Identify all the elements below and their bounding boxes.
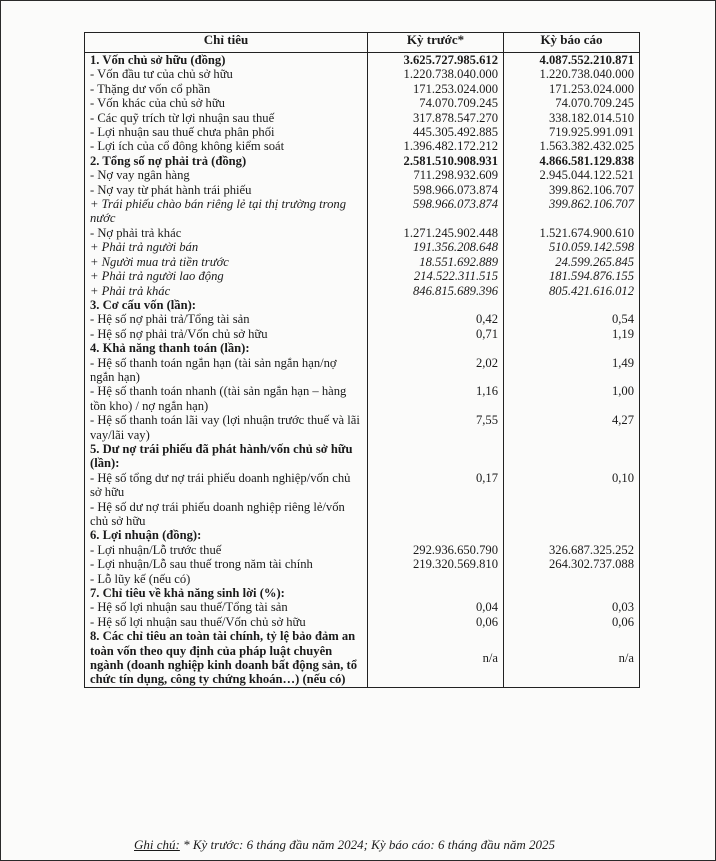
header-indicator: Chỉ tiêu (85, 33, 368, 53)
previous-period-cell: 3.625.727.985.612 (368, 53, 504, 68)
indicator-cell: 2. Tổng số nợ phải trả (đồng) (85, 154, 368, 168)
indicator-cell: - Hệ số lợi nhuận sau thuế/Vốn chủ sở hữu (85, 615, 368, 629)
indicator-cell: 7. Chỉ tiêu về khả năng sinh lời (%): (85, 586, 368, 600)
previous-period-cell: 598.966.073.874 (368, 183, 504, 197)
previous-period-cell: 2,02 (368, 356, 504, 385)
table-row (85, 96, 640, 110)
table-row (85, 356, 640, 385)
indicator-cell: - Vốn đầu tư của chủ sở hữu (85, 67, 368, 81)
table-row (85, 53, 640, 68)
indicator-cell: - Hệ số thanh toán nhanh ((tài sản ngắn hạn – hàng tồn kho) / nợ ngắn hạn) (85, 384, 368, 413)
table-row (85, 572, 640, 586)
table-header-row (85, 33, 640, 53)
previous-period-cell (368, 528, 504, 542)
reporting-period-cell: 0,10 (504, 471, 640, 500)
financial-indicators-table (84, 32, 640, 688)
reporting-period-cell: n/a (504, 629, 640, 687)
header-previous-period: Kỳ trước* (368, 33, 504, 53)
previous-period-cell: 171.253.024.000 (368, 82, 504, 96)
previous-period-cell: 0,71 (368, 327, 504, 341)
table-row (85, 82, 640, 96)
reporting-period-cell: 0,06 (504, 615, 640, 629)
reporting-period-cell: 24.599.265.845 (504, 255, 640, 269)
indicator-cell: 8. Các chỉ tiêu an toàn tài chính, tỷ lệ bảo đảm an toàn vốn theo quy định của pháp luật chuyên ngành (doanh nghiệp kinh doanh bất động sản, tổ chức tín dụng, công ty chứng khoán…) (nếu có) (85, 629, 368, 687)
table-row (85, 67, 640, 81)
reporting-period-cell: 0,03 (504, 600, 640, 614)
previous-period-cell: 0,06 (368, 615, 504, 629)
footnote (134, 837, 555, 853)
previous-period-cell: 317.878.547.270 (368, 111, 504, 125)
previous-period-cell: 711.298.932.609 (368, 168, 504, 182)
reporting-period-cell (504, 341, 640, 355)
previous-period-cell: 214.522.311.515 (368, 269, 504, 283)
previous-period-cell: 7,55 (368, 413, 504, 442)
reporting-period-cell: 171.253.024.000 (504, 82, 640, 96)
table-row (85, 139, 640, 153)
reporting-period-cell: 1,19 (504, 327, 640, 341)
table-row (85, 226, 640, 240)
indicator-cell: - Hệ số tổng dư nợ trái phiếu doanh nghiệp/vốn chủ sở hữu (85, 471, 368, 500)
previous-period-cell: 74.070.709.245 (368, 96, 504, 110)
previous-period-cell (368, 298, 504, 312)
table-row (85, 442, 640, 471)
indicator-cell: - Lợi nhuận sau thuế chưa phân phối (85, 125, 368, 139)
table-row (85, 168, 640, 182)
previous-period-cell (368, 572, 504, 586)
table-row (85, 471, 640, 500)
reporting-period-cell: 719.925.991.091 (504, 125, 640, 139)
reporting-period-cell: 264.302.737.088 (504, 557, 640, 571)
previous-period-cell: 0,42 (368, 312, 504, 326)
previous-period-cell: 1,16 (368, 384, 504, 413)
reporting-period-cell: 1.521.674.900.610 (504, 226, 640, 240)
table-row (85, 557, 640, 571)
indicator-cell: 4. Khả năng thanh toán (lần): (85, 341, 368, 355)
reporting-period-cell (504, 298, 640, 312)
reporting-period-cell: 4,27 (504, 413, 640, 442)
indicator-cell: - Hệ số nợ phải trả/Tổng tài sản (85, 312, 368, 326)
table-row (85, 543, 640, 557)
previous-period-cell (368, 442, 504, 471)
indicator-cell: 5. Dư nợ trái phiếu đã phát hành/vốn chủ sở hữu (lần): (85, 442, 368, 471)
reporting-period-cell: 74.070.709.245 (504, 96, 640, 110)
reporting-period-cell (504, 586, 640, 600)
reporting-period-cell: 805.421.616.012 (504, 284, 640, 298)
reporting-period-cell: 510.059.142.598 (504, 240, 640, 254)
table-row (85, 312, 640, 326)
reporting-period-cell: 1,49 (504, 356, 640, 385)
previous-period-cell (368, 500, 504, 529)
indicator-cell: 6. Lợi nhuận (đồng): (85, 528, 368, 542)
indicator-cell: - Lợi ích của cổ đông không kiểm soát (85, 139, 368, 153)
table-row (85, 183, 640, 197)
table-row (85, 240, 640, 254)
indicator-cell: - Lỗ lũy kế (nếu có) (85, 572, 368, 586)
indicator-cell: - Nợ vay từ phát hành trái phiếu (85, 183, 368, 197)
previous-period-cell (368, 341, 504, 355)
reporting-period-cell: 2.945.044.122.521 (504, 168, 640, 182)
indicator-cell: - Hệ số lợi nhuận sau thuế/Tổng tài sản (85, 600, 368, 614)
reporting-period-cell: 1.563.382.432.025 (504, 139, 640, 153)
previous-period-cell: 445.305.492.885 (368, 125, 504, 139)
indicator-cell: - Nợ vay ngân hàng (85, 168, 368, 182)
reporting-period-cell: 399.862.106.707 (504, 183, 640, 197)
previous-period-cell: 219.320.569.810 (368, 557, 504, 571)
reporting-period-cell: 338.182.014.510 (504, 111, 640, 125)
reporting-period-cell: 4.087.552.210.871 (504, 53, 640, 68)
reporting-period-cell: 1.220.738.040.000 (504, 67, 640, 81)
previous-period-cell: 846.815.689.396 (368, 284, 504, 298)
previous-period-cell: 191.356.208.648 (368, 240, 504, 254)
table-row (85, 528, 640, 542)
indicator-cell: - Lợi nhuận/Lỗ sau thuế trong năm tài chính (85, 557, 368, 571)
table-row (85, 298, 640, 312)
indicator-cell: 1. Vốn chủ sở hữu (đồng) (85, 53, 368, 68)
table-row (85, 629, 640, 687)
previous-period-cell: 1.396.482.172.212 (368, 139, 504, 153)
reporting-period-cell: 4.866.581.129.838 (504, 154, 640, 168)
table-row (85, 413, 640, 442)
previous-period-cell: 2.581.510.908.931 (368, 154, 504, 168)
indicator-cell: - Lợi nhuận/Lỗ trước thuế (85, 543, 368, 557)
table-row (85, 125, 640, 139)
reporting-period-cell: 399.862.106.707 (504, 197, 640, 226)
previous-period-cell: 0,17 (368, 471, 504, 500)
reporting-period-cell (504, 442, 640, 471)
table-row (85, 384, 640, 413)
previous-period-cell: 292.936.650.790 (368, 543, 504, 557)
table-row (85, 111, 640, 125)
reporting-period-cell: 1,00 (504, 384, 640, 413)
table-row (85, 154, 640, 168)
indicator-cell: - Hệ số thanh toán lãi vay (lợi nhuận trước thuế và lãi vay/lãi vay) (85, 413, 368, 442)
table-row (85, 284, 640, 298)
indicator-cell: + Người mua trả tiền trước (85, 255, 368, 269)
table-row (85, 615, 640, 629)
indicator-cell: + Phải trả người bán (85, 240, 368, 254)
footnote-label: Ghi chú: (134, 837, 180, 852)
indicator-cell: + Phải trả người lao động (85, 269, 368, 283)
previous-period-cell: 1.220.738.040.000 (368, 67, 504, 81)
indicator-cell: - Thặng dư vốn cổ phần (85, 82, 368, 96)
indicator-cell: - Hệ số nợ phải trả/Vốn chủ sở hữu (85, 327, 368, 341)
indicator-cell: - Vốn khác của chủ sở hữu (85, 96, 368, 110)
previous-period-cell: 0,04 (368, 600, 504, 614)
indicator-cell: - Nợ phải trả khác (85, 226, 368, 240)
indicator-cell: + Trái phiếu chào bán riêng lẻ tại thị trường trong nước (85, 197, 368, 226)
reporting-period-cell: 0,54 (504, 312, 640, 326)
previous-period-cell: 18.551.692.889 (368, 255, 504, 269)
indicator-cell: - Hệ số dư nợ trái phiếu doanh nghiệp riêng lẻ/vốn chủ sở hữu (85, 500, 368, 529)
reporting-period-cell (504, 572, 640, 586)
reporting-period-cell (504, 500, 640, 529)
table-row (85, 341, 640, 355)
table-row (85, 600, 640, 614)
table-row (85, 500, 640, 529)
table-row (85, 197, 640, 226)
reporting-period-cell: 181.594.876.155 (504, 269, 640, 283)
table-row (85, 269, 640, 283)
indicator-cell: 3. Cơ cấu vốn (lần): (85, 298, 368, 312)
previous-period-cell (368, 586, 504, 600)
table-row (85, 327, 640, 341)
previous-period-cell: 598.966.073.874 (368, 197, 504, 226)
footnote-text: * Kỳ trước: 6 tháng đầu năm 2024; Kỳ báo cáo: 6 tháng đầu năm 2025 (179, 837, 555, 852)
table-row (85, 255, 640, 269)
indicator-cell: - Hệ số thanh toán ngắn hạn (tài sản ngắn hạn/nợ ngắn hạn) (85, 356, 368, 385)
indicator-cell: - Các quỹ trích từ lợi nhuận sau thuế (85, 111, 368, 125)
reporting-period-cell (504, 528, 640, 542)
indicator-cell: + Phải trả khác (85, 284, 368, 298)
header-reporting-period: Kỳ báo cáo (504, 33, 640, 53)
reporting-period-cell: 326.687.325.252 (504, 543, 640, 557)
previous-period-cell: n/a (368, 629, 504, 687)
table-row (85, 586, 640, 600)
previous-period-cell: 1.271.245.902.448 (368, 226, 504, 240)
